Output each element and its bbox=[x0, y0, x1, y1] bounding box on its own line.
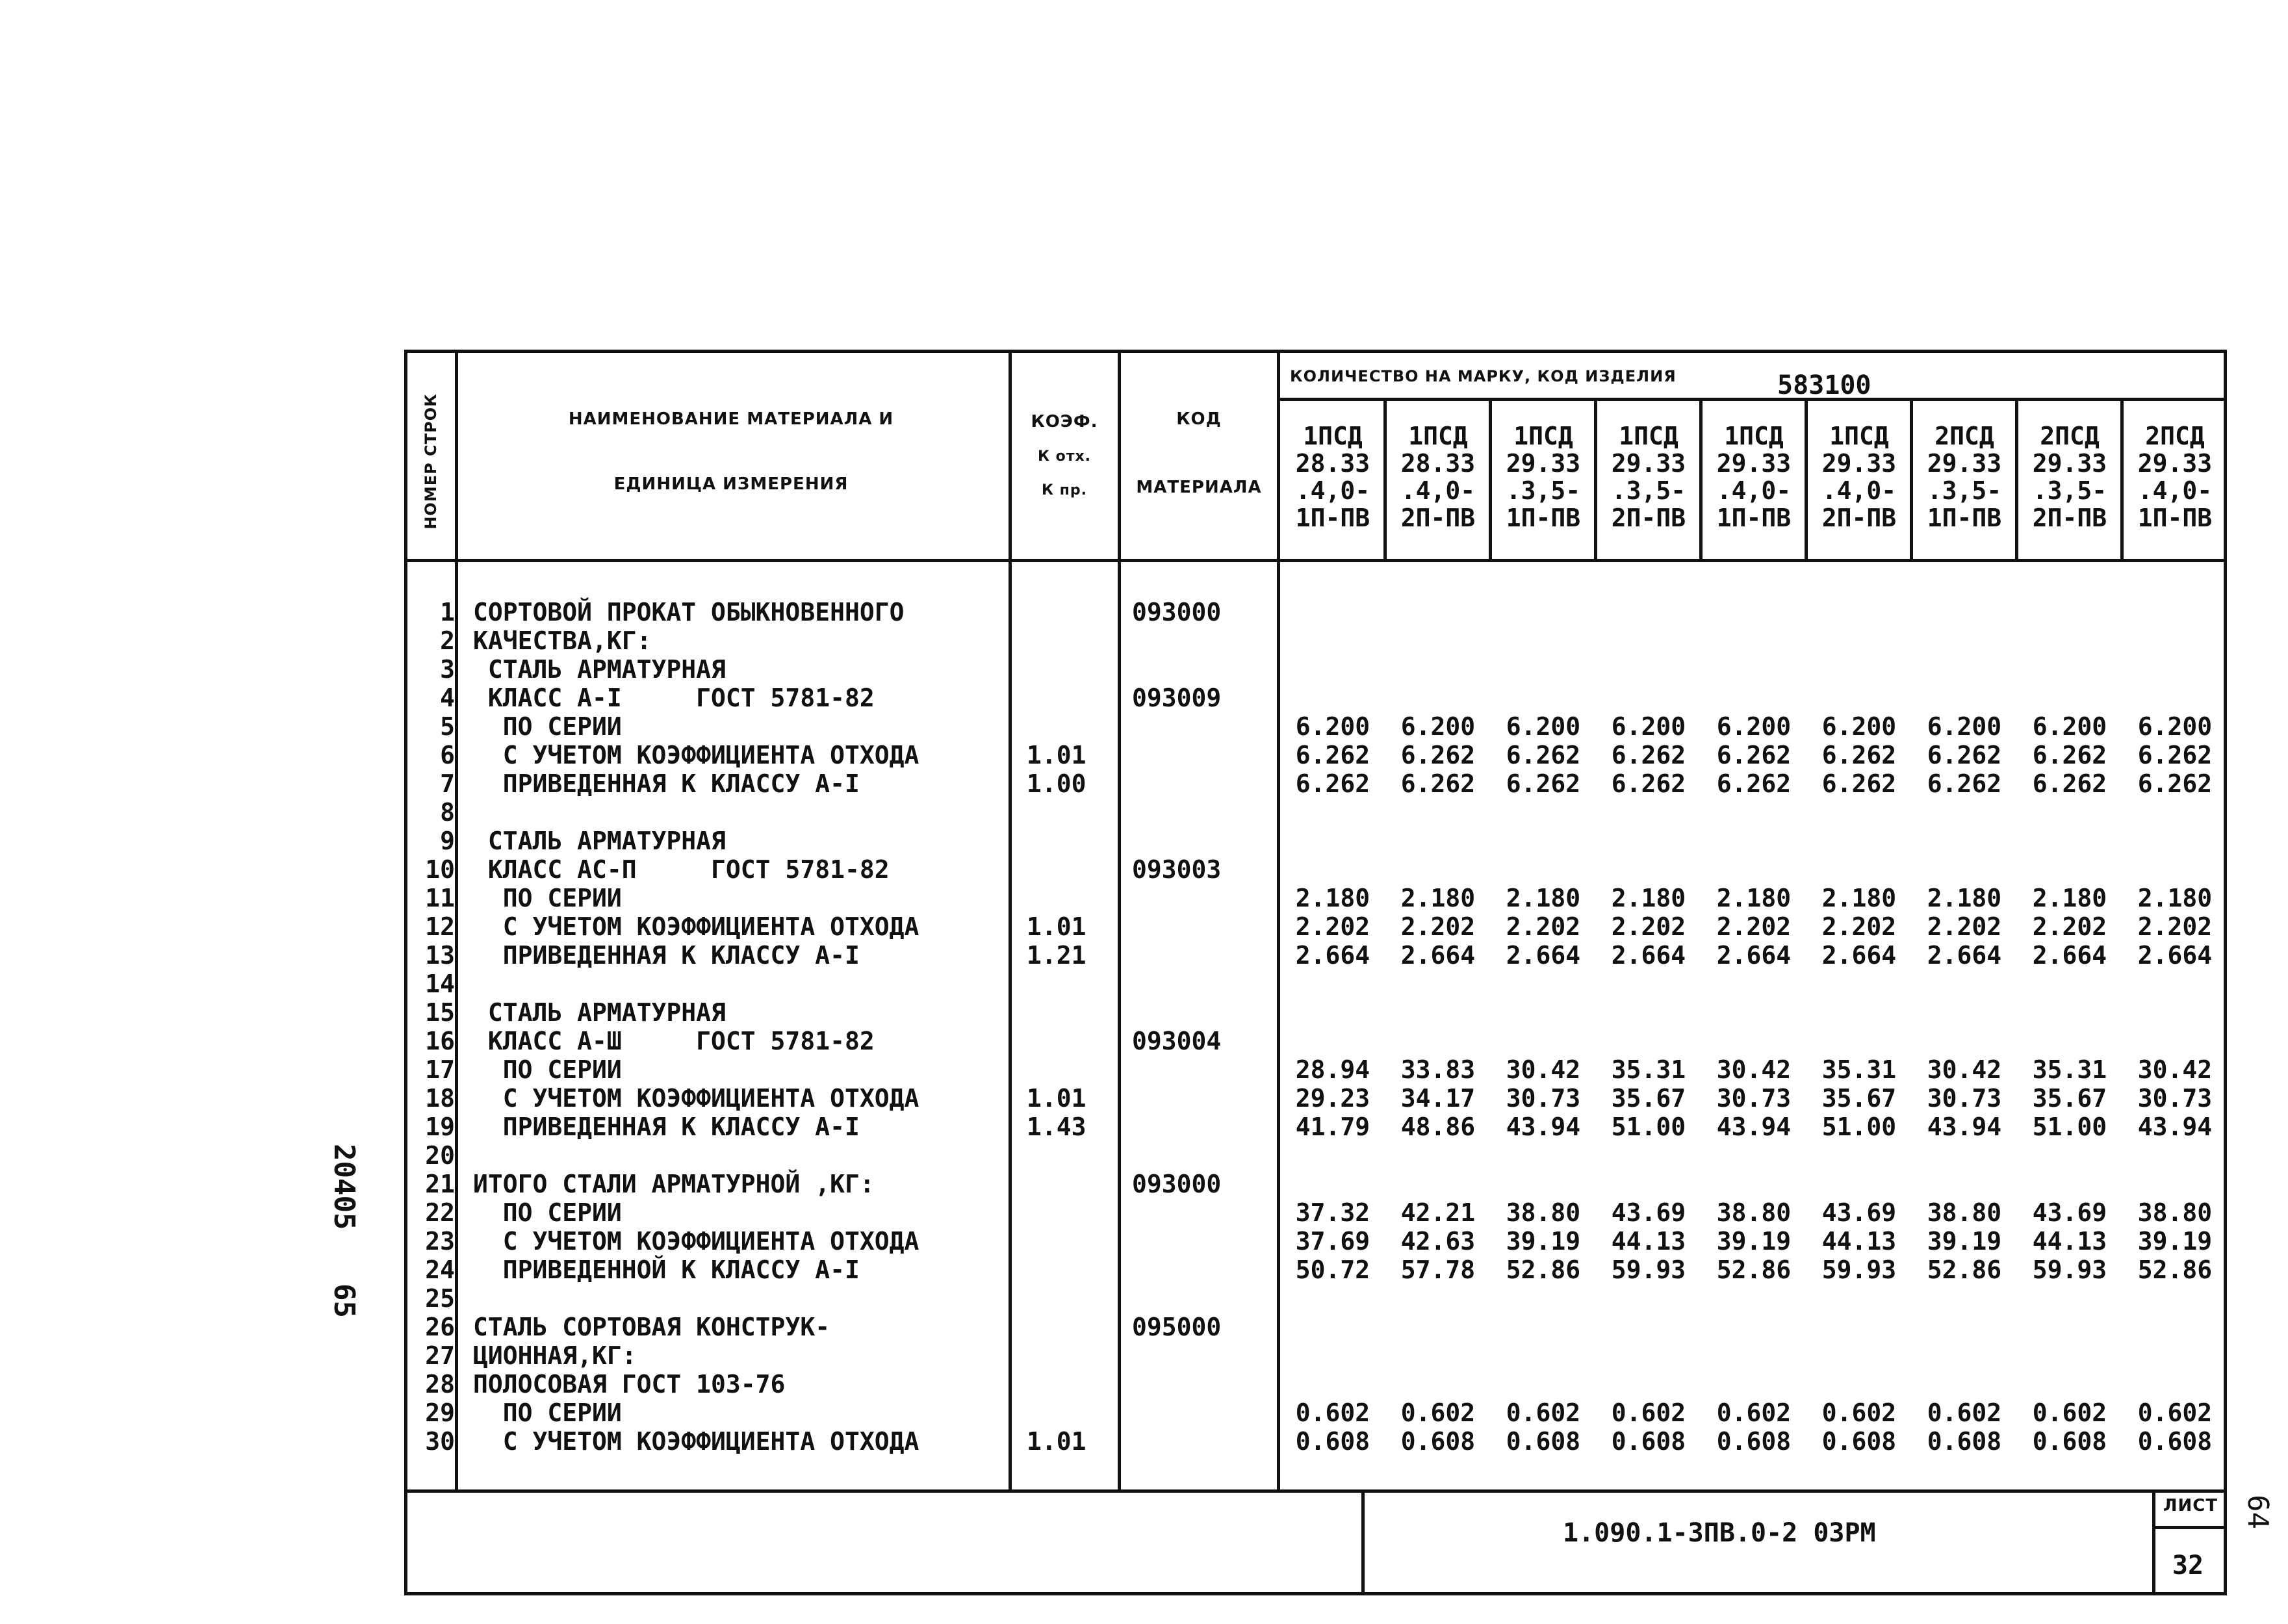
row-value: 51.00 bbox=[1611, 1113, 1686, 1141]
product-code: 583100 bbox=[1777, 370, 1871, 400]
row-value: 0.608 bbox=[1295, 1427, 1370, 1456]
column-header-line: 29.33 bbox=[1611, 449, 1686, 478]
row-value: 6.262 bbox=[1927, 769, 2002, 798]
row-value: 2.180 bbox=[1716, 884, 1792, 912]
row-name: СТАЛЬ СОРТОВАЯ КОНСТРУК- bbox=[473, 1313, 830, 1341]
row-value: 2.180 bbox=[1506, 884, 1581, 912]
row-value: 42.21 bbox=[1400, 1198, 1476, 1227]
row-number: 15 bbox=[425, 998, 455, 1027]
row-value: 39.19 bbox=[1927, 1227, 2002, 1256]
column-header bbox=[2122, 422, 2228, 532]
row-value: 52.86 bbox=[2137, 1256, 2213, 1284]
row-value: 6.200 bbox=[1506, 712, 1581, 741]
row-value: 33.83 bbox=[1400, 1055, 1476, 1084]
row-name: КЛАСС АС-П ГОСТ 5781-82 bbox=[473, 855, 890, 884]
row-name: ПРИВЕДЕННОЙ К КЛАССУ А-I bbox=[473, 1256, 860, 1284]
row-number: 3 bbox=[440, 655, 455, 684]
row-name: С УЧЕТОМ КОЭФФИЦИЕНТА ОТХОДА bbox=[473, 1084, 919, 1113]
row-value: 6.262 bbox=[1611, 769, 1686, 798]
column-header-line: 1ПСД bbox=[1408, 422, 1468, 450]
row-value: 2.664 bbox=[2032, 941, 2107, 970]
column-header-line: .3,5- bbox=[1611, 476, 1686, 505]
divider bbox=[404, 559, 2227, 562]
row-value: 0.602 bbox=[2032, 1398, 2107, 1427]
column-header-line: 1ПСД bbox=[1303, 422, 1363, 450]
row-value: 59.93 bbox=[1611, 1256, 1686, 1284]
row-value: 6.262 bbox=[2032, 769, 2107, 798]
row-value: 0.602 bbox=[1716, 1398, 1792, 1427]
row-name: ПО СЕРИИ bbox=[473, 712, 622, 741]
row-number: 5 bbox=[440, 712, 455, 741]
row-value: 6.262 bbox=[1821, 769, 1897, 798]
row-value: 34.17 bbox=[1400, 1084, 1476, 1113]
row-value: 43.69 bbox=[2032, 1198, 2107, 1227]
row-material-code: 093000 bbox=[1132, 598, 1222, 626]
column-header bbox=[2017, 422, 2122, 532]
row-name: ЦИОННАЯ,КГ: bbox=[473, 1341, 637, 1370]
column-header-line: .4,0- bbox=[1821, 476, 1897, 505]
column-header-line: 2П-ПВ bbox=[2032, 504, 2107, 532]
row-number: 14 bbox=[425, 970, 455, 998]
column-header-line: .3,5- bbox=[1927, 476, 2002, 505]
row-name: ИТОГО СТАЛИ АРМАТУРНОЙ ,КГ: bbox=[473, 1170, 875, 1198]
row-value: 2.202 bbox=[2137, 912, 2213, 941]
row-value: 29.23 bbox=[1295, 1084, 1370, 1113]
row-number: 11 bbox=[425, 884, 455, 912]
row-number: 20 bbox=[425, 1141, 455, 1170]
sheet-label: ЛИСТ bbox=[2163, 1496, 2218, 1515]
column-header-line: .3,5- bbox=[1506, 476, 1581, 505]
row-value: 39.19 bbox=[2137, 1227, 2213, 1256]
column-header bbox=[1701, 422, 1806, 532]
row-value: 59.93 bbox=[2032, 1256, 2107, 1284]
row-value: 6.262 bbox=[1821, 741, 1897, 769]
row-value: 30.42 bbox=[1927, 1055, 2002, 1084]
divider bbox=[404, 1489, 2227, 1493]
column-header-line: 29.33 bbox=[1821, 449, 1897, 478]
row-value: 43.94 bbox=[1927, 1113, 2002, 1141]
row-value: 51.00 bbox=[2032, 1113, 2107, 1141]
row-value: 57.78 bbox=[1400, 1256, 1476, 1284]
row-value: 6.262 bbox=[1506, 741, 1581, 769]
row-value: 0.608 bbox=[2137, 1427, 2213, 1456]
row-value: 2.180 bbox=[1400, 884, 1476, 912]
column-header-line: .4,0- bbox=[1295, 476, 1370, 505]
row-number: 28 bbox=[425, 1370, 455, 1398]
row-value: 0.608 bbox=[2032, 1427, 2107, 1456]
row-value: 2.180 bbox=[1295, 884, 1370, 912]
row-value: 39.19 bbox=[1506, 1227, 1581, 1256]
divider bbox=[1118, 350, 1121, 1491]
row-name: ПО СЕРИИ bbox=[473, 1398, 622, 1427]
row-value: 6.200 bbox=[1400, 712, 1476, 741]
row-value: 2.202 bbox=[1821, 912, 1897, 941]
row-number: 23 bbox=[425, 1227, 455, 1256]
row-value: 2.664 bbox=[1400, 941, 1476, 970]
row-number: 1 bbox=[440, 598, 455, 626]
row-value: 6.200 bbox=[1927, 712, 2002, 741]
row-value: 43.94 bbox=[1506, 1113, 1581, 1141]
row-value: 2.664 bbox=[1821, 941, 1897, 970]
row-value: 43.69 bbox=[1611, 1198, 1686, 1227]
row-value: 48.86 bbox=[1400, 1113, 1476, 1141]
row-material-code: 093009 bbox=[1132, 684, 1222, 712]
column-header-line: 1ПСД bbox=[1619, 422, 1678, 450]
row-value: 0.602 bbox=[1400, 1398, 1476, 1427]
row-coefficient: 1.01 bbox=[1027, 1084, 1086, 1113]
row-value: 0.602 bbox=[2137, 1398, 2213, 1427]
row-value: 6.262 bbox=[1716, 769, 1792, 798]
row-coefficient: 1.01 bbox=[1027, 1427, 1086, 1456]
row-value: 35.67 bbox=[1611, 1084, 1686, 1113]
column-header-line: 1ПСД bbox=[1724, 422, 1784, 450]
row-coefficient: 1.43 bbox=[1027, 1113, 1086, 1141]
column-header-line: .4,0- bbox=[1716, 476, 1792, 505]
row-number: 12 bbox=[425, 912, 455, 941]
row-value: 0.602 bbox=[1821, 1398, 1897, 1427]
column-header-line: 29.33 bbox=[1716, 449, 1792, 478]
row-value: 0.602 bbox=[1295, 1398, 1370, 1427]
row-value: 2.202 bbox=[1506, 912, 1581, 941]
row-coefficient: 1.01 bbox=[1027, 912, 1086, 941]
row-number: 21 bbox=[425, 1170, 455, 1198]
row-value: 0.608 bbox=[1611, 1427, 1686, 1456]
column-header bbox=[1912, 422, 2017, 532]
column-header-line: .3,5- bbox=[2032, 476, 2107, 505]
row-number: 17 bbox=[425, 1055, 455, 1084]
column-header-line: 2П-ПВ bbox=[1821, 504, 1897, 532]
row-value: 52.86 bbox=[1716, 1256, 1792, 1284]
row-number: 24 bbox=[425, 1256, 455, 1284]
row-value: 2.202 bbox=[2032, 912, 2107, 941]
row-value: 2.664 bbox=[1716, 941, 1792, 970]
row-value: 6.262 bbox=[1400, 769, 1476, 798]
column-header-line: 1П-ПВ bbox=[1506, 504, 1581, 532]
row-number: 27 bbox=[425, 1341, 455, 1370]
row-name: СТАЛЬ АРМАТУРНАЯ bbox=[473, 655, 726, 684]
row-value: 2.180 bbox=[1611, 884, 1686, 912]
row-number: 13 bbox=[425, 941, 455, 970]
row-name: ПО СЕРИИ bbox=[473, 884, 622, 912]
row-value: 30.42 bbox=[1506, 1055, 1581, 1084]
row-number: 26 bbox=[425, 1313, 455, 1341]
row-value: 38.80 bbox=[1716, 1198, 1792, 1227]
row-value: 6.200 bbox=[1295, 712, 1370, 741]
column-header bbox=[1806, 422, 1912, 532]
divider bbox=[1277, 398, 2227, 401]
row-name: ПОЛОСОВАЯ ГОСТ 103-76 bbox=[473, 1370, 786, 1398]
column-header-line: 1ПСД bbox=[1829, 422, 1889, 450]
row-value: 30.73 bbox=[1927, 1084, 2002, 1113]
margin-number-2: 65 bbox=[328, 1283, 361, 1318]
column-header-line: 1П-ПВ bbox=[1295, 504, 1370, 532]
row-value: 37.32 bbox=[1295, 1198, 1370, 1227]
row-number: 22 bbox=[425, 1198, 455, 1227]
row-name: КЛАСС А-Ш ГОСТ 5781-82 bbox=[473, 1027, 875, 1055]
column-header bbox=[1280, 422, 1385, 532]
row-number: 4 bbox=[440, 684, 455, 712]
row-number: 9 bbox=[440, 827, 455, 855]
row-value: 35.31 bbox=[1611, 1055, 1686, 1084]
row-value: 6.262 bbox=[1611, 741, 1686, 769]
row-value: 6.262 bbox=[1295, 769, 1370, 798]
row-value: 35.67 bbox=[1821, 1084, 1897, 1113]
column-header-line: 28.33 bbox=[1400, 449, 1476, 478]
row-value: 2.180 bbox=[2137, 884, 2213, 912]
row-value: 2.664 bbox=[1927, 941, 2002, 970]
column-header-line: 1П-ПВ bbox=[1927, 504, 2002, 532]
row-value: 44.13 bbox=[2032, 1227, 2107, 1256]
row-coefficient: 1.00 bbox=[1027, 769, 1086, 798]
row-number: 25 bbox=[425, 1284, 455, 1313]
row-number: 2 bbox=[440, 626, 455, 655]
row-number: 30 bbox=[425, 1427, 455, 1456]
row-value: 2.202 bbox=[1295, 912, 1370, 941]
column-header-line: .4,0- bbox=[1400, 476, 1476, 505]
column-header-line: 29.33 bbox=[2032, 449, 2107, 478]
code-header-line2: МАТЕРИАЛА bbox=[1136, 478, 1262, 497]
row-value: 43.94 bbox=[1716, 1113, 1792, 1141]
row-material-code: 095000 bbox=[1132, 1313, 1222, 1341]
row-number: 19 bbox=[425, 1113, 455, 1141]
code-header-line1: КОД bbox=[1176, 409, 1222, 429]
column-header-line: 29.33 bbox=[1506, 449, 1581, 478]
column-header-line: 2П-ПВ bbox=[1611, 504, 1686, 532]
column-header-line: 29.33 bbox=[1927, 449, 2002, 478]
row-material-code: 093003 bbox=[1132, 855, 1222, 884]
row-name: С УЧЕТОМ КОЭФФИЦИЕНТА ОТХОДА bbox=[473, 741, 919, 769]
row-value: 44.13 bbox=[1821, 1227, 1897, 1256]
row-value: 2.180 bbox=[2032, 884, 2107, 912]
row-material-code: 093000 bbox=[1132, 1170, 1222, 1198]
row-value: 0.602 bbox=[1927, 1398, 2002, 1427]
row-name: ПО СЕРИИ bbox=[473, 1198, 622, 1227]
row-name: ПРИВЕДЕННАЯ К КЛАССУ А-I bbox=[473, 941, 860, 970]
name-header-line1: НАИМЕНОВАНИЕ МАТЕРИАЛА И bbox=[568, 409, 894, 429]
row-value: 2.180 bbox=[1821, 884, 1897, 912]
row-number: 16 bbox=[425, 1027, 455, 1055]
row-value: 50.72 bbox=[1295, 1256, 1370, 1284]
row-value: 44.13 bbox=[1611, 1227, 1686, 1256]
row-value: 6.262 bbox=[1295, 741, 1370, 769]
row-value: 6.200 bbox=[1821, 712, 1897, 741]
row-name: ПО СЕРИИ bbox=[473, 1055, 622, 1084]
row-number: 10 bbox=[425, 855, 455, 884]
name-header-line2: ЕДИНИЦА ИЗМЕРЕНИЯ bbox=[613, 474, 849, 494]
row-value: 2.202 bbox=[1400, 912, 1476, 941]
margin-number: 20405 bbox=[328, 1144, 361, 1230]
row-value: 51.00 bbox=[1821, 1113, 1897, 1141]
row-value: 0.608 bbox=[1400, 1427, 1476, 1456]
row-value: 2.202 bbox=[1611, 912, 1686, 941]
column-header-line: 1П-ПВ bbox=[1716, 504, 1792, 532]
row-value: 35.67 bbox=[2032, 1084, 2107, 1113]
row-value: 6.262 bbox=[2137, 741, 2213, 769]
row-name: КАЧЕСТВА,КГ: bbox=[473, 626, 652, 655]
row-value: 0.608 bbox=[1927, 1427, 2002, 1456]
row-value: 6.262 bbox=[1716, 741, 1792, 769]
row-value: 2.664 bbox=[1611, 941, 1686, 970]
divider bbox=[1009, 350, 1012, 1491]
column-header-line: .4,0- bbox=[2137, 476, 2213, 505]
sheet-number: 32 bbox=[2172, 1551, 2204, 1580]
row-value: 30.73 bbox=[2137, 1084, 2213, 1113]
row-value: 38.80 bbox=[2137, 1198, 2213, 1227]
row-value: 6.262 bbox=[1927, 741, 2002, 769]
row-name: КЛАСС А-I ГОСТ 5781-82 bbox=[473, 684, 875, 712]
row-coefficient: 1.21 bbox=[1027, 941, 1086, 970]
column-header-line: 29.33 bbox=[2137, 449, 2213, 478]
row-value: 30.73 bbox=[1716, 1084, 1792, 1113]
row-value: 2.202 bbox=[1927, 912, 2002, 941]
column-header bbox=[1385, 422, 1491, 532]
row-value: 6.200 bbox=[1716, 712, 1792, 741]
row-value: 2.664 bbox=[1295, 941, 1370, 970]
row-number-label: НОМЕР СТРОК bbox=[422, 393, 440, 530]
column-header-line: 1ПСД bbox=[1513, 422, 1573, 450]
row-name: СТАЛЬ АРМАТУРНАЯ bbox=[473, 827, 726, 855]
row-name: СТАЛЬ АРМАТУРНАЯ bbox=[473, 998, 726, 1027]
row-name: ПРИВЕДЕННАЯ К КЛАССУ А-I bbox=[473, 769, 860, 798]
row-value: 6.262 bbox=[2137, 769, 2213, 798]
row-number: 29 bbox=[425, 1398, 455, 1427]
row-value: 0.608 bbox=[1716, 1427, 1792, 1456]
column-header-line: 2ПСД bbox=[1935, 422, 1994, 450]
row-value: 2.664 bbox=[2137, 941, 2213, 970]
row-value: 42.63 bbox=[1400, 1227, 1476, 1256]
row-value: 0.608 bbox=[1506, 1427, 1581, 1456]
divider bbox=[2152, 1526, 2227, 1529]
row-value: 6.262 bbox=[2032, 741, 2107, 769]
row-number: 6 bbox=[440, 741, 455, 769]
column-header-line: 2ПСД bbox=[2040, 422, 2100, 450]
row-value: 6.262 bbox=[1400, 741, 1476, 769]
row-value: 2.180 bbox=[1927, 884, 2002, 912]
column-header-line: 2П-ПВ bbox=[1400, 504, 1476, 532]
row-name: ПРИВЕДЕННАЯ К КЛАССУ А-I bbox=[473, 1113, 860, 1141]
row-number: 8 bbox=[440, 798, 455, 827]
row-value: 2.664 bbox=[1506, 941, 1581, 970]
row-value: 38.80 bbox=[1506, 1198, 1581, 1227]
row-value: 35.31 bbox=[1821, 1055, 1897, 1084]
row-value: 28.94 bbox=[1295, 1055, 1370, 1084]
coef-header-line1: КОЭФ. bbox=[1031, 412, 1098, 432]
column-header-line: 28.33 bbox=[1295, 449, 1370, 478]
row-value: 43.94 bbox=[2137, 1113, 2213, 1141]
row-value: 59.93 bbox=[1821, 1256, 1897, 1284]
row-number: 18 bbox=[425, 1084, 455, 1113]
row-value: 52.86 bbox=[1927, 1256, 2002, 1284]
margin-handwritten-mark: 64 bbox=[2241, 1495, 2274, 1529]
row-value: 0.608 bbox=[1821, 1427, 1897, 1456]
row-value: 30.73 bbox=[1506, 1084, 1581, 1113]
row-value: 41.79 bbox=[1295, 1113, 1370, 1141]
row-name: СОРТОВОЙ ПРОКАТ ОБЫКНОВЕННОГО bbox=[473, 598, 905, 626]
row-value: 38.80 bbox=[1927, 1198, 2002, 1227]
row-name: С УЧЕТОМ КОЭФФИЦИЕНТА ОТХОДА bbox=[473, 1427, 919, 1456]
column-header bbox=[1596, 422, 1701, 532]
divider bbox=[1361, 1489, 1365, 1595]
row-value: 6.200 bbox=[1611, 712, 1686, 741]
row-value: 6.200 bbox=[2137, 712, 2213, 741]
row-value: 35.31 bbox=[2032, 1055, 2107, 1084]
row-value: 30.42 bbox=[1716, 1055, 1792, 1084]
quantity-header: КОЛИЧЕСТВО НА МАРКУ, КОД ИЗДЕЛИЯ bbox=[1290, 367, 1677, 385]
row-value: 39.19 bbox=[1716, 1227, 1792, 1256]
row-value: 30.42 bbox=[2137, 1055, 2213, 1084]
row-value: 2.202 bbox=[1716, 912, 1792, 941]
document-code: 1.090.1-3ПВ.0-2 03РМ bbox=[1563, 1518, 1876, 1548]
row-value: 0.602 bbox=[1611, 1398, 1686, 1427]
column-header bbox=[1491, 422, 1596, 532]
row-value: 37.69 bbox=[1295, 1227, 1370, 1256]
row-value: 0.602 bbox=[1506, 1398, 1581, 1427]
column-header-line: 2ПСД bbox=[2145, 422, 2205, 450]
column-header-line: 1П-ПВ bbox=[2137, 504, 2213, 532]
row-value: 43.69 bbox=[1821, 1198, 1897, 1227]
row-name: С УЧЕТОМ КОЭФФИЦИЕНТА ОТХОДА bbox=[473, 1227, 919, 1256]
row-number-header bbox=[402, 393, 460, 530]
row-material-code: 093004 bbox=[1132, 1027, 1222, 1055]
row-name: С УЧЕТОМ КОЭФФИЦИЕНТА ОТХОДА bbox=[473, 912, 919, 941]
coef-header-line2: К отх. bbox=[1037, 448, 1092, 465]
row-value: 6.262 bbox=[1506, 769, 1581, 798]
row-value: 6.200 bbox=[2032, 712, 2107, 741]
row-coefficient: 1.01 bbox=[1027, 741, 1086, 769]
row-value: 52.86 bbox=[1506, 1256, 1581, 1284]
coef-header-line3: К пр. bbox=[1042, 482, 1087, 498]
row-number: 7 bbox=[440, 769, 455, 798]
